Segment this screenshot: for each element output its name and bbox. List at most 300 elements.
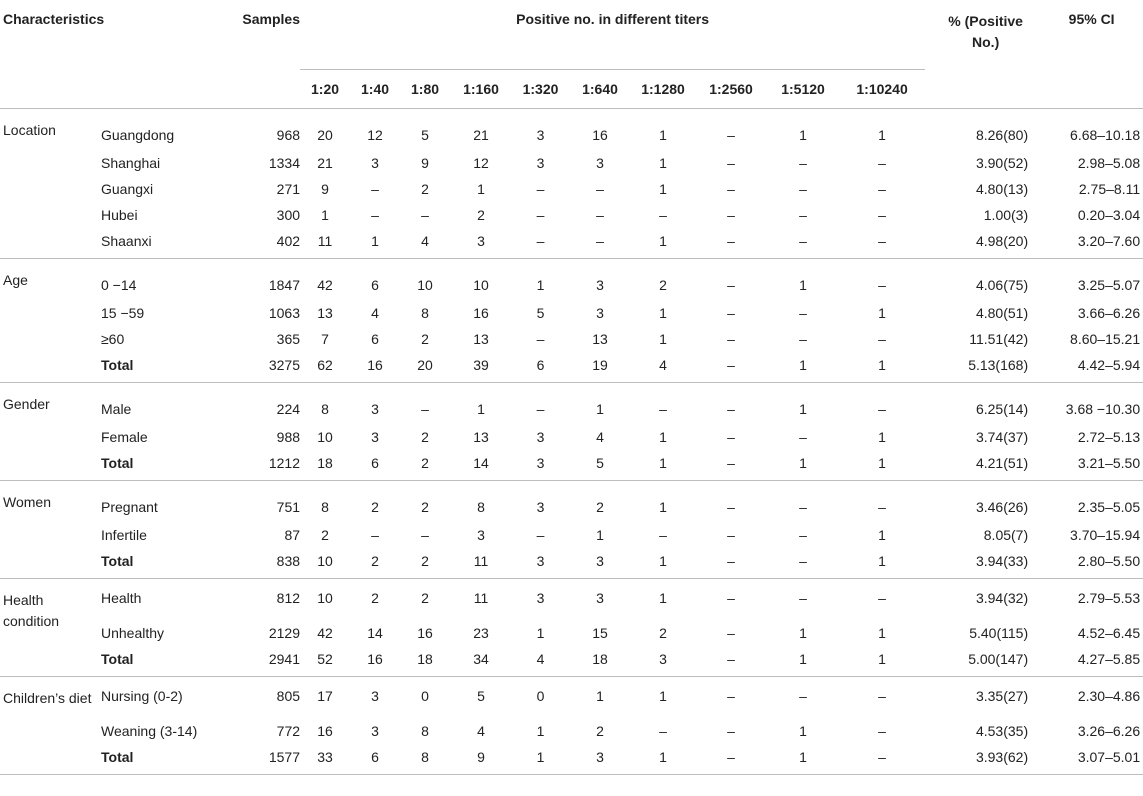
- header-characteristics: Characteristics: [0, 4, 210, 109]
- titer-cell: 14: [367, 625, 383, 641]
- titer-cell: 2: [350, 548, 400, 579]
- titer-cell: 2: [659, 625, 667, 641]
- titer-cell: 34: [450, 646, 512, 677]
- titer-cell: –: [727, 331, 735, 347]
- ci-cell: 3.70–15.94: [1070, 527, 1141, 543]
- row-label: Total: [101, 450, 210, 481]
- row-label: Weaning (3-14): [101, 723, 198, 739]
- titer-cell: –: [727, 625, 735, 641]
- header-pct: % (Positive No.): [925, 4, 1028, 109]
- table-row: [0, 352, 1143, 383]
- titer-cell: –: [569, 228, 631, 259]
- titer-cell: –: [536, 181, 545, 197]
- titer-header-cell: 1:20: [300, 70, 350, 109]
- samples-cell: 838: [210, 548, 300, 579]
- titer-cell: 1: [659, 181, 667, 197]
- titer-cell: –: [799, 499, 807, 515]
- titer-cell: –: [371, 527, 379, 543]
- titer-cell: 16: [350, 352, 400, 383]
- titer-cell: 3: [371, 429, 379, 445]
- ci-cell: 6.68–10.18: [1070, 127, 1141, 143]
- titer-cell: –: [767, 228, 839, 259]
- titer-cell: 1: [799, 277, 807, 293]
- titer-cell: 13: [473, 331, 489, 347]
- pct-cell: 3.90(52): [975, 155, 1029, 171]
- titer-cell: 1: [477, 401, 485, 417]
- titer-cell: –: [695, 744, 767, 775]
- titer-cell: –: [727, 401, 735, 417]
- titer-cell: 16: [473, 305, 489, 321]
- titer-cell: 4: [477, 723, 485, 739]
- titer-cell: –: [727, 429, 735, 445]
- titer-cell: –: [727, 127, 735, 143]
- samples-cell: 3275: [210, 352, 300, 383]
- titer-cell: –: [659, 207, 667, 223]
- titer-cell: 2: [421, 331, 429, 347]
- titer-cell: 11: [300, 228, 350, 259]
- titer-cell: 2: [421, 181, 429, 197]
- titer-cell: 6: [371, 331, 379, 347]
- row-label: Male: [101, 401, 132, 417]
- titer-cell: 2: [421, 590, 429, 606]
- titer-cell: 3: [371, 155, 379, 171]
- titer-cell: 6: [512, 352, 569, 383]
- titer-cell: 33: [300, 744, 350, 775]
- titer-cell: 9: [321, 181, 329, 197]
- table-row: [0, 620, 1143, 646]
- titer-cell: 3: [477, 527, 485, 543]
- table-row: [0, 176, 1143, 202]
- titer-cell: 3: [371, 723, 379, 739]
- samples-cell: 2941: [210, 646, 300, 677]
- titer-cell: 1: [839, 450, 925, 481]
- titer-cell: 2: [477, 207, 485, 223]
- titer-cell: 39: [450, 352, 512, 383]
- ci-cell: 2.98–5.08: [1077, 155, 1141, 171]
- titer-cell: –: [799, 688, 807, 704]
- titer-cell: 1: [799, 401, 807, 417]
- titer-cell: 4: [512, 646, 569, 677]
- titer-cell: –: [727, 688, 735, 704]
- titer-cell: 0: [421, 688, 429, 704]
- titer-cell: 18: [400, 646, 450, 677]
- table-row: [0, 450, 1143, 481]
- titer-cell: 17: [317, 688, 333, 704]
- titer-cell: 1: [659, 127, 667, 143]
- titer-cell: 1: [477, 181, 485, 197]
- table-row: [0, 718, 1143, 744]
- titer-cell: 3: [536, 429, 545, 445]
- titer-cell: 1: [659, 590, 667, 606]
- samples-cell: 1334: [268, 155, 301, 171]
- titer-cell: 1: [536, 277, 545, 293]
- pct-cell: 5.13(168): [925, 352, 1028, 383]
- titer-cell: –: [727, 590, 735, 606]
- titer-cell: 2: [596, 499, 604, 515]
- ci-cell: 4.27–5.85: [1028, 646, 1143, 677]
- titer-cell: 1: [659, 499, 667, 515]
- titer-cell: –: [727, 723, 735, 739]
- titer-cell: –: [799, 155, 807, 171]
- titer-cell: 1: [659, 155, 667, 171]
- titer-cell: 9: [421, 155, 429, 171]
- titer-header-cell: 1:10240: [839, 70, 925, 109]
- row-label: Total: [101, 352, 210, 383]
- titer-cell: –: [799, 429, 807, 445]
- titer-cell: 8: [421, 305, 429, 321]
- titer-cell: 1: [631, 744, 695, 775]
- titer-cell: 1: [536, 723, 545, 739]
- titer-cell: 1: [631, 450, 695, 481]
- pct-cell: 8.26(80): [975, 127, 1029, 143]
- ci-cell: 3.26–6.26: [1077, 723, 1141, 739]
- titer-header-cell: 1:1280: [631, 70, 695, 109]
- table-row: [0, 202, 1143, 228]
- ci-cell: 2.72–5.13: [1077, 429, 1141, 445]
- titer-cell: 4: [400, 228, 450, 259]
- titer-cell: 2: [371, 590, 379, 606]
- row-label: Guangxi: [101, 181, 154, 197]
- pct-cell: 3.35(27): [975, 688, 1029, 704]
- ci-cell: 4.42–5.94: [1028, 352, 1143, 383]
- titer-cell: –: [695, 646, 767, 677]
- titer-cell: 1: [631, 548, 695, 579]
- titer-cell: 2: [421, 429, 429, 445]
- ci-cell: 3.25–5.07: [1077, 277, 1141, 293]
- titer-cell: 10: [473, 277, 489, 293]
- titer-cell: –: [659, 527, 667, 543]
- row-label: Unhealthy: [101, 625, 165, 641]
- titer-cell: –: [878, 331, 886, 347]
- titer-cell: 3: [371, 401, 379, 417]
- ci-cell: 2.75–8.11: [1078, 181, 1141, 197]
- titer-cell: 16: [350, 646, 400, 677]
- titer-cell: 42: [317, 625, 333, 641]
- titer-cell: –: [371, 181, 379, 197]
- titer-cell: 1: [839, 352, 925, 383]
- row-label: Total: [101, 548, 210, 579]
- titer-header-cell: 1:2560: [695, 70, 767, 109]
- titer-cell: –: [878, 277, 886, 293]
- table-row: [0, 522, 1143, 548]
- titer-cell: 3: [536, 127, 545, 143]
- titer-cell: 1: [878, 625, 886, 641]
- titer-cell: 9: [450, 744, 512, 775]
- titer-cell: –: [421, 207, 429, 223]
- titer-cell: 1: [839, 646, 925, 677]
- row-label: ≥60: [101, 331, 125, 347]
- titer-cell: 1: [767, 352, 839, 383]
- titer-header-cell: 1:640: [569, 70, 631, 109]
- titer-cell: 1: [596, 401, 604, 417]
- titer-cell: 13: [317, 305, 333, 321]
- ci-cell: 2.35–5.05: [1077, 499, 1141, 515]
- category-label: Women: [0, 481, 101, 579]
- row-label: Total: [101, 744, 210, 775]
- titer-cell: –: [727, 305, 735, 321]
- pct-cell: 5.40(115): [969, 625, 1029, 641]
- ci-cell: 4.52–6.45: [1077, 625, 1141, 641]
- samples-cell: 805: [276, 688, 301, 704]
- table-row: [0, 259, 1143, 301]
- titer-cell: –: [596, 181, 604, 197]
- samples-cell: 224: [276, 401, 301, 417]
- table-row: [0, 548, 1143, 579]
- titer-cell: 1: [878, 305, 886, 321]
- titer-cell: 3: [569, 548, 631, 579]
- titer-header-cell: 1:320: [512, 70, 569, 109]
- ci-cell: 3.21–5.50: [1028, 450, 1143, 481]
- titer-cell: 18: [569, 646, 631, 677]
- titer-cell: 11: [450, 548, 512, 579]
- table-row: [0, 383, 1143, 425]
- titer-cell: –: [727, 527, 735, 543]
- titer-cell: –: [536, 331, 545, 347]
- row-label: 15 −59: [101, 305, 145, 321]
- titer-cell: –: [878, 499, 886, 515]
- titer-cell: 1: [321, 207, 329, 223]
- titer-cell: –: [799, 331, 807, 347]
- titer-cell: –: [421, 527, 429, 543]
- ci-cell: 3.68 −10.30: [1065, 401, 1141, 417]
- titer-cell: 2: [371, 499, 379, 515]
- titer-header-cell: 1:160: [450, 70, 512, 109]
- row-label: Hubei: [101, 207, 138, 223]
- titer-cell: 4: [371, 305, 379, 321]
- titer-cell: 1: [767, 646, 839, 677]
- titer-cell: 16: [317, 723, 333, 739]
- titer-cell: 10: [417, 277, 433, 293]
- ci-cell: 2.30–4.86: [1077, 688, 1141, 704]
- titer-cell: 1: [878, 429, 886, 445]
- titer-cell: 10: [300, 548, 350, 579]
- header-row: [0, 4, 1143, 70]
- titer-cell: 2: [400, 450, 450, 481]
- table-row: [0, 300, 1143, 326]
- titer-cell: –: [839, 228, 925, 259]
- titer-cell: 5: [569, 450, 631, 481]
- samples-cell: 772: [276, 723, 301, 739]
- pct-cell: 11.51(42): [969, 331, 1029, 347]
- samples-cell: 87: [284, 527, 301, 543]
- titer-cell: 15: [592, 625, 608, 641]
- pct-cell: 3.74(37): [975, 429, 1029, 445]
- table-row: [0, 228, 1143, 259]
- titer-cell: 13: [592, 331, 608, 347]
- titer-cell: –: [536, 401, 545, 417]
- titer-cell: 21: [317, 155, 333, 171]
- row-label: Guangdong: [101, 127, 175, 143]
- titer-cell: 1: [659, 429, 667, 445]
- pct-cell: 3.46(26): [975, 499, 1029, 515]
- titer-cell: 1: [839, 548, 925, 579]
- ci-cell: 8.60–15.21: [1070, 331, 1141, 347]
- titer-cell: 3: [450, 228, 512, 259]
- titer-cell: –: [421, 401, 429, 417]
- samples-cell: 988: [276, 429, 301, 445]
- titer-cell: 5: [536, 305, 545, 321]
- table-row: [0, 150, 1143, 176]
- titer-cell: –: [799, 527, 807, 543]
- titer-cell: –: [878, 723, 886, 739]
- table-row: [0, 424, 1143, 450]
- ci-cell: 2.79–5.53: [1077, 590, 1141, 606]
- titer-cell: 1: [799, 127, 807, 143]
- row-label: Infertile: [101, 527, 147, 543]
- row-label: 0 −14: [101, 277, 137, 293]
- titer-cell: –: [727, 155, 735, 171]
- titer-cell: 3: [596, 155, 604, 171]
- titer-cell: 3: [512, 548, 569, 579]
- row-label: Shaanxi: [101, 228, 210, 259]
- data-table: [0, 4, 1143, 775]
- titer-cell: –: [727, 181, 735, 197]
- titer-cell: 42: [317, 277, 333, 293]
- table-row: [0, 744, 1143, 775]
- samples-cell: 751: [276, 499, 301, 515]
- titer-cell: 3: [631, 646, 695, 677]
- titer-cell: 1: [878, 527, 886, 543]
- titer-cell: –: [767, 548, 839, 579]
- titer-cell: 1: [659, 305, 667, 321]
- titer-cell: 1: [659, 331, 667, 347]
- titer-cell: 6: [350, 744, 400, 775]
- titer-cell: –: [839, 744, 925, 775]
- ci-cell: 2.80–5.50: [1028, 548, 1143, 579]
- pct-cell: 4.21(51): [925, 450, 1028, 481]
- titer-cell: –: [878, 155, 886, 171]
- samples-cell: 1212: [210, 450, 300, 481]
- titer-cell: –: [371, 207, 379, 223]
- titer-cell: 6: [350, 450, 400, 481]
- samples-cell: 968: [276, 127, 301, 143]
- titer-cell: 1: [878, 127, 886, 143]
- header-positive-titers: Positive no. in different titers: [300, 4, 925, 70]
- row-label: Total: [101, 646, 210, 677]
- samples-cell: 1577: [210, 744, 300, 775]
- titer-cell: 1: [767, 450, 839, 481]
- titer-cell: –: [512, 228, 569, 259]
- titer-header-cell: 1:80: [400, 70, 450, 109]
- titer-cell: 2: [321, 527, 329, 543]
- titer-cell: 5: [477, 688, 485, 704]
- titer-cell: 52: [300, 646, 350, 677]
- samples-cell: 812: [276, 590, 301, 606]
- ci-cell: 3.20–7.60: [1028, 228, 1143, 259]
- titer-cell: 2: [596, 723, 604, 739]
- titer-cell: 3: [596, 590, 604, 606]
- row-label: Female: [101, 429, 148, 445]
- ci-cell: 3.07–5.01: [1028, 744, 1143, 775]
- titer-cell: 21: [473, 127, 489, 143]
- pct-cell: 4.80(13): [975, 181, 1029, 197]
- samples-cell: 1847: [268, 277, 301, 293]
- titer-cell: 3: [512, 450, 569, 481]
- pct-cell: 4.98(20): [925, 228, 1028, 259]
- samples-cell: 1063: [268, 305, 301, 321]
- titer-cell: –: [878, 401, 886, 417]
- table-row: [0, 109, 1143, 151]
- titer-cell: –: [695, 450, 767, 481]
- category-label: Gender: [0, 383, 101, 481]
- titer-cell: 8: [321, 401, 329, 417]
- table-body: [0, 109, 1143, 775]
- header-ci: 95% CI: [1028, 4, 1143, 109]
- titer-cell: 16: [417, 625, 433, 641]
- titer-cell: –: [878, 207, 886, 223]
- titer-cell: 20: [317, 127, 333, 143]
- titer-cell: 3: [596, 305, 604, 321]
- titer-cell: –: [799, 590, 807, 606]
- ci-cell: 3.66–6.26: [1077, 305, 1141, 321]
- titer-cell: 8: [477, 499, 485, 515]
- titer-cell: 2: [659, 277, 667, 293]
- titer-cell: 0: [536, 688, 545, 704]
- titer-cell: –: [878, 590, 886, 606]
- samples-cell: 300: [276, 207, 301, 223]
- titer-cell: 19: [569, 352, 631, 383]
- titer-cell: –: [596, 207, 604, 223]
- titer-cell: –: [799, 181, 807, 197]
- titer-cell: 4: [631, 352, 695, 383]
- table-row: [0, 646, 1143, 677]
- titer-cell: 1: [350, 228, 400, 259]
- titer-cell: 2: [421, 499, 429, 515]
- table-row: [0, 677, 1143, 719]
- samples-cell: 271: [276, 181, 301, 197]
- titer-cell: 1: [512, 744, 569, 775]
- titer-cell: 4: [596, 429, 604, 445]
- category-label: Children’s diet: [0, 677, 101, 775]
- category-label: Age: [0, 259, 101, 383]
- titer-cell: 1: [659, 688, 667, 704]
- titer-cell: 10: [317, 429, 333, 445]
- titer-cell: 3: [596, 277, 604, 293]
- pct-cell: 5.00(147): [925, 646, 1028, 677]
- titer-cell: –: [727, 499, 735, 515]
- titer-cell: 1: [799, 723, 807, 739]
- titer-cell: –: [695, 548, 767, 579]
- titer-cell: 13: [473, 429, 489, 445]
- titer-cell: –: [799, 305, 807, 321]
- titer-cell: 3: [371, 688, 379, 704]
- pct-cell: 1.00(3): [983, 207, 1029, 223]
- titer-cell: 6: [371, 277, 379, 293]
- row-label: Shanghai: [101, 155, 161, 171]
- pct-cell: 8.05(7): [983, 527, 1029, 543]
- pct-cell: 4.06(75): [975, 277, 1029, 293]
- titer-header-cell: 1:5120: [767, 70, 839, 109]
- pct-cell: 4.80(51): [975, 305, 1029, 321]
- table-row: [0, 481, 1143, 523]
- titer-cell: 12: [367, 127, 383, 143]
- titer-cell: 1: [631, 228, 695, 259]
- row-label: Nursing (0-2): [101, 688, 183, 704]
- pct-cell: 3.94(32): [975, 590, 1029, 606]
- pct-cell: 3.94(33): [925, 548, 1028, 579]
- titer-cell: –: [727, 277, 735, 293]
- samples-cell: 2129: [268, 625, 301, 641]
- titer-cell: –: [878, 181, 886, 197]
- titer-cell: 3: [536, 499, 545, 515]
- titer-cell: 20: [400, 352, 450, 383]
- table-row: [0, 579, 1143, 621]
- samples-cell: 402: [210, 228, 300, 259]
- category-label: Health condition: [0, 579, 101, 677]
- titer-cell: –: [878, 688, 886, 704]
- titer-cell: 62: [300, 352, 350, 383]
- titer-cell: –: [727, 207, 735, 223]
